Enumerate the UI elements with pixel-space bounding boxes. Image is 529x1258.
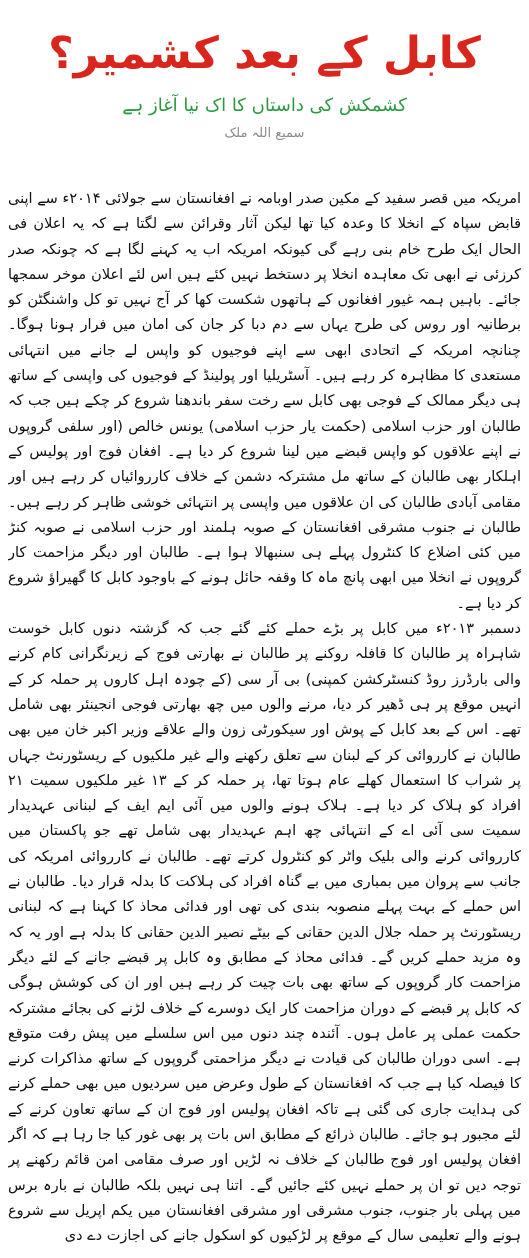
author-byline: سمیع اللہ ملک: [224, 126, 305, 141]
article-title: کابل کے بعد کشمیر؟: [48, 28, 481, 79]
article-paragraph-2: دسمبر ۲۰۱۳ء میں کابل پر بڑے حملے کئے گئے جب کہ گزشتہ دنوں کابل خوست شاہراہ پر طالبان کا قافلہ روکنے پر طالبان نے بھارتی فوج کے زیرنگرانی کام کرنے والی بارڈرز روڈ کنسٹرکشن کمپنی) بی آر سی (کے چودہ اہل کاروں پر حملہ کر کے انہیں موقع پر ہی ڈھیر کر دیا، مرنے والوں میں چھ بھارتی فوجی انجینئر بھی شامل تھے۔ اس کے بعد کابل کے پوش اور سیکورٹی زون والے علاقے وزیر اکبر خان میں بھی طالبان نے کارروائی کر کے لبنان سے تعلق رکھنے والے غیر ملکیوں کے ریسٹورنٹ جہاں پر شراب کا استعمال کھلے عام ہوتا تھا، پر حملہ کر کے ۱۳ غیر ملکیوں سمیت ۲۱ افراد کو ہلاک کر دیا ہے۔ ہلاک ہونے والوں میں آئی ایم ایف کے لبنانی عہدیدار سمیت سی آئی اے کے انتہائی چھ اہم عہدیدار بھی شامل تھے جو پاکستان میں کارروائی کرنے والی بلیک واٹر کو کنٹرول کرتے تھے۔ طالبان نے کارروائی امریکہ کی جانب سے پروان میں بمباری میں بے گناہ افراد کی ہلاکت کا بدلہ قرار دیا۔ طالبان نے اس حملے کے بہت پہلے منصوبہ بندی کی تھی اور فدائی محاذ کا کہنا ہے کہ لبنانی ریسٹورنٹ پر حملہ جلال الدین حقانی کے بیٹے نصیر الدین حقانی کا بدلہ ہے اور یہ کہ وہ مزید حملے کریں گے۔ فدائی محاذ کے مطابق وہ کابل پر قبضے جانے کے لئے دیگر مزاحمت کار گروپوں کے ساتھ بھی بات چیت کر رہے ہیں اور ان کی کوشش ہوگی کہ کابل پر قبضے کے دوران مزاحمت کار ایک دوسرے کے خلاف لڑنے کی بجائے مشترکہ حکمت عملی پر عامل ہوں۔ آئندہ چند دنوں میں اس سلسلے میں پیش رفت متوقع ہے۔ اسی دوران طالبان کی قیادت نے دیگر مزاحمتی گروپوں کے ساتھ مذاکرات کرنے کا فیصلہ کیا ہے جب کہ افغانستان کے طول وعرض میں سردیوں میں بھی حملے کرنے کی ہدایت جاری کی گئی ہے تاکہ افغان پولیس اور فوج ان کے ساتھ تعاون کرنے کے لئے مجبور ہو جائے۔ طالبان ذرائع کے مطابق اس بات پر بھی غور کیا جا رہا ہے کہ اگر افغان پولیس اور فوج طالبان کے خلاف نہ لڑیں اور صرف مقامی امن قائم رکھنے پر توجہ دیں تو ان پر حملے نہیں کئے جائیں گے۔ اتنا ہی نہیں بلکہ طالبان نے بارہ برس میں پہلی بار جنوب، جنوب مشرقی اور مشرقی افغانستان میں یکم اپریل سے شروع ہونے والے تعلیمی سال کے موقع پر لڑکیوں کو اسکول جانے کی اجازت دے دی: [8, 621, 521, 1245]
article-paragraph-1: امریکہ میں قصر سفید کے مکین صدر اوبامہ نے افغانستان سے جولائی ۲۰۱۴ء سے اپنی قابض سپاہ کے انخلا کا وعدہ کیا تھا لیکن آثار وقرائن سے لگتا ہے کہ یہ اعلان فی الحال ایک طرح خام بنی رہے گی کیونکہ امریکہ اب یہ کہنے لگا ہے کہ چونکہ صدر کرزئی نے ابھی تک معاہدہ انخلا پر دستخط نہیں کئے ہیں اس لئے اعلان موخر سمجھا جائے۔ باہیں ہمہ غیور افغانوں کے ہاتھوں شکست کھا کر آج نہیں تو کل واشنگٹن کو برطانیہ اور روس کی طرح یہاں سے دم دبا کر جان کی امان میں فرار ہونا ہوگا۔ چنانچہ امریکہ کے اتحادی ابھی سے اپنے فوجیوں کو واپس لے جانے میں انتہائی مستعدی کا مظاہرہ کر رہے ہیں۔ آسٹریلیا اور پولینڈ کے فوجیوں کی واپسی کے ساتھ ہی دیگر ممالک کے فوجی بھی کابل سے رخت سفر باندھنا شروع کر چکے ہیں جب کہ طالبان اور حزب اسلامی (حکمت یار حزب اسلامی) یونس خالص (اور سلفی گروپوں نے اپنے علاقوں کو واپس قبضے میں لینا شروع کر دیا ہے۔ افغان فوج اور پولیس کے اہلکار بھی طالبان کے ساتھ مل مشترکہ دشمن کے خلاف کارروائیاں کر رہے ہیں اور مقامی آبادی طالبان کی ان علاقوں میں واپسی پر انتہائی خوشی ظاہر کر رہے ہیں۔ طالبان نے جنوب مشرقی افغانستان کے صوبہ ہلمند اور حزب اسلامی نے صوبہ کنڑ میں کئی اضلاع کا کنٹرول پہلے ہی سنبھالا ہوا ہے۔ طالبان اور دیگر مزاحمت کار گروپوں نے انخلا میں ابھی پانچ ماہ کا وقفہ حائل ہونے کے باوجود کابل کا گھیراؤ شروع کر دیا ہے۔: [8, 191, 521, 612]
article-body: [8, 187, 521, 1253]
article-subtitle: کشمکش کی داستاں کا اک نیا آغاز ہے: [122, 95, 407, 116]
